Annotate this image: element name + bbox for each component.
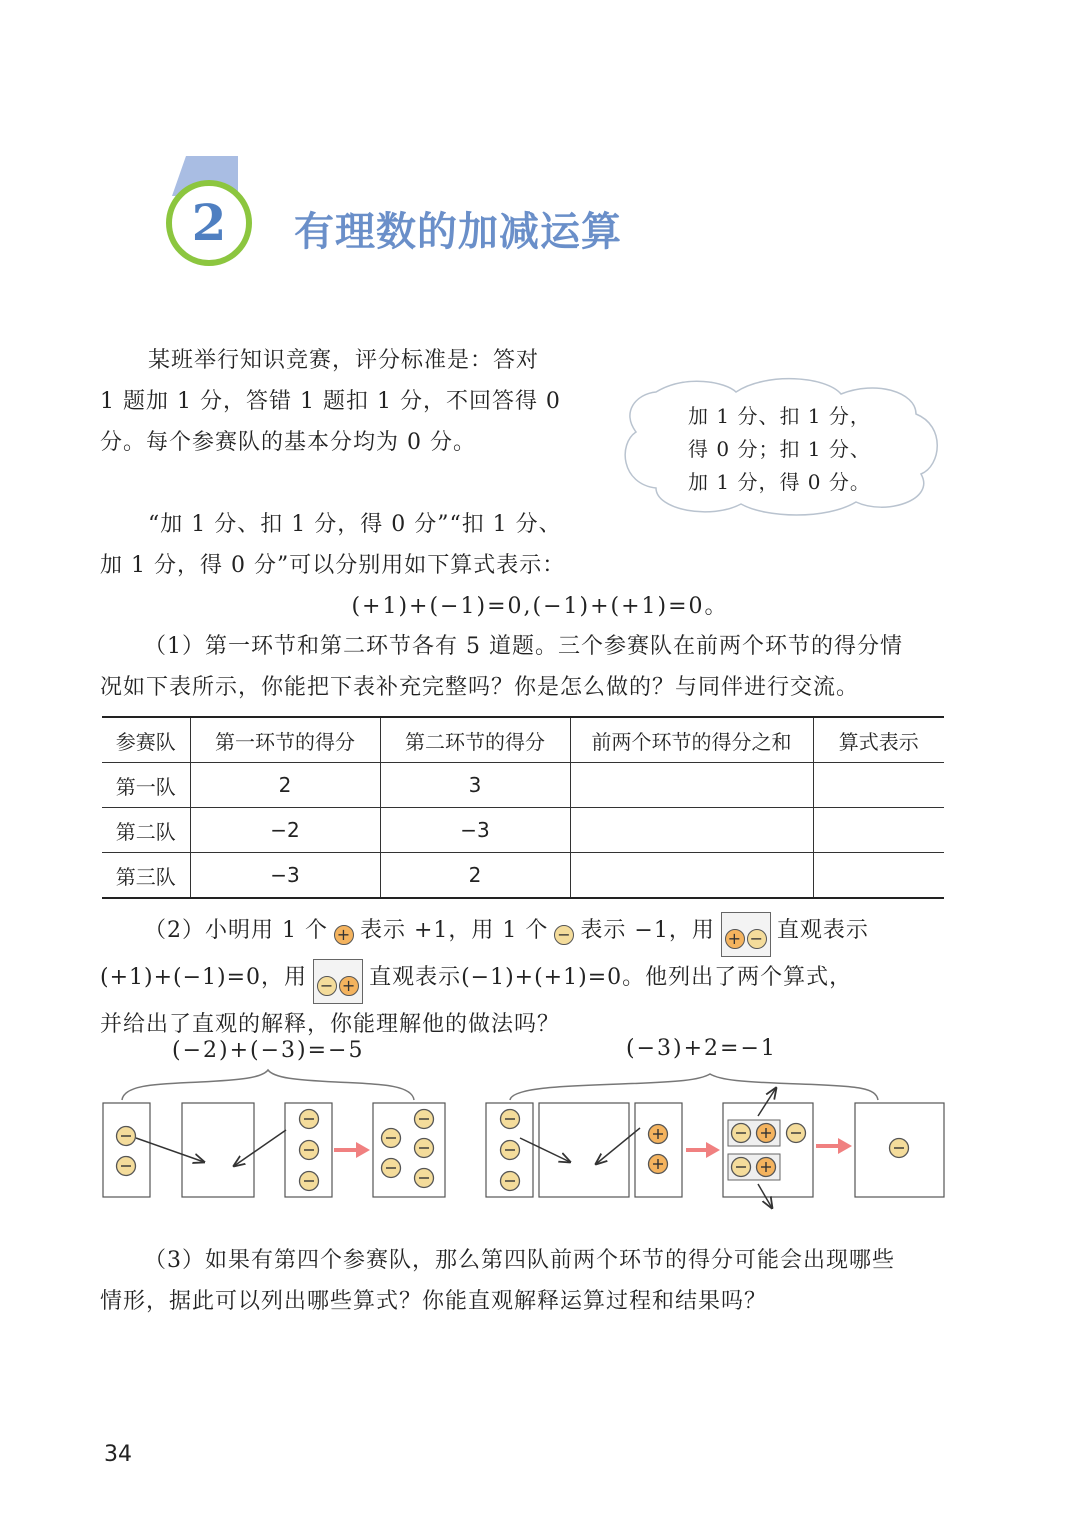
table-header-cell: 参赛队 bbox=[102, 717, 190, 763]
diagram-box bbox=[182, 1103, 254, 1197]
q3-line: 情形，据此可以列出哪些算式？你能直观解释运算过程和结果吗？ bbox=[100, 1289, 768, 1314]
section-title: 有理数的加减运算 bbox=[294, 208, 622, 255]
team-cell: 第三队 bbox=[102, 853, 190, 899]
cloud-line: 得 0 分；扣 1 分、 bbox=[688, 437, 871, 461]
result-arrow-icon bbox=[816, 1138, 852, 1154]
sum-cell[interactable] bbox=[570, 853, 813, 899]
minus-chip-icon bbox=[300, 1110, 319, 1129]
minus-chip-icon bbox=[732, 1158, 751, 1177]
page-number: 34 bbox=[104, 1442, 132, 1467]
section-number-badge: 2 bbox=[166, 180, 252, 266]
score-table bbox=[102, 716, 944, 899]
diagram-right-equation: (−3)+2=−1 bbox=[626, 1036, 777, 1061]
plus-minus-pair-icon bbox=[721, 912, 771, 957]
q3-line: （3）如果有第四个参赛队，那么第四队前两个环节的得分可能会出现哪些 bbox=[144, 1248, 895, 1273]
minus-chip-icon bbox=[415, 1139, 434, 1158]
minus-chip-icon bbox=[501, 1110, 520, 1129]
left-brace bbox=[122, 1070, 414, 1100]
diagram-left-equation: (−2)+(−3)=−5 bbox=[172, 1038, 365, 1063]
q2-line: 并给出了直观的解释，你能理解他的做法吗？ bbox=[100, 1012, 561, 1037]
diagram-box bbox=[539, 1103, 629, 1197]
plus-chip-icon: + bbox=[339, 976, 359, 996]
table-header-row bbox=[102, 717, 944, 763]
result-arrow-icon bbox=[686, 1142, 720, 1158]
intro-paragraph bbox=[100, 340, 600, 463]
q1-line: 况如下表所示，你能把下表补充完整吗？你是怎么做的？与同伴进行交流。 bbox=[100, 675, 860, 700]
q2-text: (+1)+(−1)=0，用 bbox=[100, 965, 308, 990]
minus-chip-icon bbox=[415, 1110, 434, 1129]
sum-cell[interactable] bbox=[570, 763, 813, 808]
cloud-line: 加 1 分、扣 1 分， bbox=[688, 404, 871, 428]
minus-chip-icon bbox=[501, 1172, 520, 1191]
minus-chip-icon: − bbox=[317, 976, 337, 996]
minus-chip-icon: − bbox=[554, 925, 574, 945]
diagram-box bbox=[373, 1103, 445, 1197]
plus-chip-icon bbox=[649, 1125, 668, 1144]
merge-arrow bbox=[520, 1138, 570, 1162]
expression-cell[interactable] bbox=[813, 763, 944, 808]
round2-cell: −3 bbox=[380, 808, 570, 853]
team-cell: 第二队 bbox=[102, 808, 190, 853]
expression-cell[interactable] bbox=[813, 853, 944, 899]
plus-chip-icon: + bbox=[725, 929, 745, 949]
cancel-out-arrow bbox=[758, 1184, 772, 1208]
question-3 bbox=[100, 1240, 950, 1322]
table-row bbox=[102, 763, 944, 808]
team-cell: 第一队 bbox=[102, 763, 190, 808]
table-row bbox=[102, 853, 944, 899]
intro-line: 分。每个参赛队的基本分均为 0 分。 bbox=[100, 430, 476, 455]
q2-line bbox=[100, 910, 950, 957]
diagram-box bbox=[103, 1103, 150, 1197]
quote-line: “加 1 分、扣 1 分，得 0 分”“扣 1 分、 bbox=[148, 512, 562, 537]
q2-text: （2）小明用 1 个 bbox=[144, 918, 328, 943]
cloud-text bbox=[688, 400, 928, 499]
q2-text: 表示 −1，用 bbox=[580, 918, 715, 943]
minus-chip-icon bbox=[787, 1124, 806, 1143]
quote-paragraph bbox=[100, 504, 610, 586]
diagram-box bbox=[635, 1103, 682, 1197]
plus-chip-icon: + bbox=[334, 925, 354, 945]
table-header-cell: 第二环节的得分 bbox=[380, 717, 570, 763]
table-row bbox=[102, 808, 944, 853]
q2-line bbox=[100, 957, 950, 1004]
round2-cell: 3 bbox=[380, 763, 570, 808]
minus-chip-icon bbox=[300, 1172, 319, 1191]
round1-cell: 2 bbox=[190, 763, 380, 808]
plus-chip-icon bbox=[649, 1155, 668, 1174]
result-arrow-icon bbox=[334, 1142, 370, 1158]
table-header-cell: 第一环节的得分 bbox=[190, 717, 380, 763]
minus-chip-icon bbox=[300, 1141, 319, 1160]
merge-arrow bbox=[234, 1130, 286, 1166]
intro-line: 某班举行知识竞赛，评分标准是：答对 bbox=[148, 348, 540, 373]
chip-layer bbox=[117, 1110, 909, 1191]
minus-chip-icon bbox=[732, 1124, 751, 1143]
table-header-cell: 前两个环节的得分之和 bbox=[570, 717, 813, 763]
round2-cell: 2 bbox=[380, 853, 570, 899]
intro-line: 1 题加 1 分，答错 1 题扣 1 分，不回答得 0 bbox=[100, 389, 561, 414]
merge-arrow bbox=[136, 1138, 204, 1162]
round1-cell: −3 bbox=[190, 853, 380, 899]
plus-chip-icon bbox=[757, 1158, 776, 1177]
minus-chip-icon bbox=[117, 1157, 136, 1176]
q2-text: 直观表示(−1)+(+1)=0。他列出了两个算式， bbox=[369, 965, 853, 990]
quote-line: 加 1 分，得 0 分”可以分别用如下算式表示： bbox=[100, 553, 566, 578]
equation-line: (+1)+(−1)=0,(−1)+(+1)=0。 bbox=[351, 594, 729, 619]
cloud-line: 加 1 分，得 0 分。 bbox=[688, 470, 871, 494]
minus-chip-icon bbox=[117, 1127, 136, 1146]
round1-cell: −2 bbox=[190, 808, 380, 853]
chip-diagram bbox=[0, 1060, 1080, 1220]
question-1 bbox=[100, 626, 950, 708]
q1-line: （1）第一环节和第二环节各有 5 道题。三个参赛队在前两个环节的得分情 bbox=[144, 634, 903, 659]
question-2 bbox=[100, 910, 950, 1045]
minus-chip-icon bbox=[890, 1139, 909, 1158]
minus-chip-icon bbox=[382, 1129, 401, 1148]
minus-chip-icon bbox=[415, 1169, 434, 1188]
merge-arrow bbox=[596, 1128, 640, 1164]
diagram-box bbox=[723, 1103, 813, 1197]
plus-chip-icon bbox=[757, 1124, 776, 1143]
table-header-cell: 算式表示 bbox=[813, 717, 944, 763]
q2-text: 表示 +1，用 1 个 bbox=[359, 918, 549, 943]
expression-cell[interactable] bbox=[813, 808, 944, 853]
minus-chip-icon: − bbox=[747, 929, 767, 949]
sum-cell[interactable] bbox=[570, 808, 813, 853]
minus-chip-icon bbox=[382, 1159, 401, 1178]
minus-plus-pair-icon bbox=[313, 959, 363, 1004]
cancel-out-arrow bbox=[758, 1088, 776, 1116]
right-brace bbox=[510, 1074, 878, 1100]
minus-chip-icon bbox=[501, 1141, 520, 1160]
q2-text: 直观表示 bbox=[776, 918, 869, 943]
